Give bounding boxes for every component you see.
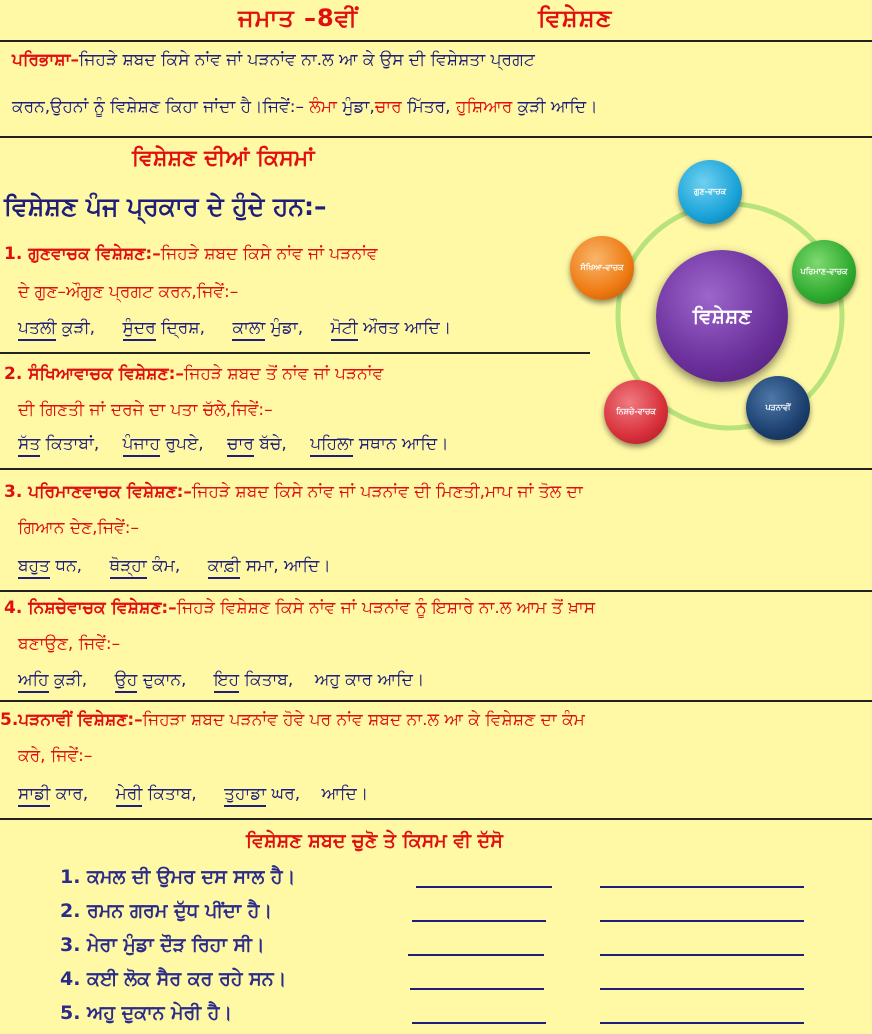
diagram-node-demonstrative: [604, 380, 668, 444]
example-rest: ਸਥਾਨ ਆਦਿ।: [353, 434, 449, 454]
example-adjective: ਪੰਜਾਹ: [123, 434, 160, 457]
exercise-question: 2. ਰਮਨ ਗਰਮ ਦੁੱਧ ਪੀਂਦਾ ਹੈ।: [60, 900, 273, 922]
example-rest: ਸਮਾ, ਆਦਿ।: [240, 556, 331, 576]
example-rest: ਕਿਤਾਬਾਂ,: [40, 434, 100, 454]
types-heading: ਵਿਸ਼ੇਸ਼ਣ ਦੀਆਂ ਕਿਸਮਾਂ: [132, 146, 315, 171]
section-4-text-2: ਬਣਾਉਣ, ਜਿਵੇਂ:–: [18, 634, 121, 654]
example-adjective: ਬਹੁਤ: [18, 556, 50, 579]
definition-text-1: ਜਿਹੜੇ ਸ਼ਬਦ ਕਿਸੇ ਨਾਂਵ ਜਾਂ ਪੜਨਾਂਵ ਨਾ.ਲ ਆ ਕੇ ਉਸ ਦੀ ਵਿਸ਼ੇਸ਼ਤਾ ਪ੍ਰਗਟ: [78, 50, 535, 70]
answer-blank-adjective[interactable]: [408, 954, 544, 956]
answer-blank-type[interactable]: [600, 1022, 804, 1024]
answer-blank-type[interactable]: [600, 886, 804, 888]
divider: [0, 40, 872, 42]
center-label: ਵਿਸ਼ੇਸ਼ਣ: [692, 304, 752, 328]
example-rest: ਦੁਕਾਨ,: [137, 670, 187, 690]
node-label: ਨਿਸ਼ਚੇ-ਵਾਚਕ: [616, 406, 656, 416]
example-adjective: ਉਹ: [115, 670, 138, 693]
definition-example-rest: ਮਿੱਤਰ,: [401, 97, 456, 117]
example-adjective: ਪਤਲੀ: [18, 318, 56, 341]
divider: [0, 468, 872, 470]
section-1-line-1: [4, 244, 378, 264]
diagram-node-numeral: [570, 236, 634, 300]
definition-line-1: [12, 50, 535, 70]
diagram-node-quality: [678, 160, 742, 224]
divider: [0, 700, 872, 702]
example-rest: ਰੁਪਏ,: [160, 434, 204, 454]
example-rest: ਔਰਤ ਆਦਿ।: [357, 318, 452, 338]
example-adjective: ਸੁੰਦਰ: [123, 318, 156, 341]
example-rest: ਅਹੁ ਕਾਰ ਆਦਿ।: [314, 670, 425, 690]
example-rest: ਕਾਰ,: [50, 784, 89, 804]
center-circle: [656, 250, 788, 382]
definition-example-rest: ਕੁੜੀ ਆਦਿ।: [512, 97, 598, 117]
exercise-question: 3. ਮੇਰਾ ਮੁੰਡਾ ਦੌੜ ਰਿਹਾ ਸੀ।: [60, 934, 265, 956]
definition-text-2: ਕਰਨ,ਉਹਨਾਂ ਨੂੰ ਵਿਸ਼ੇਸ਼ਣ ਕਿਹਾ ਜਾਂਦਾ ਹੈ।ਜਿਵੇਂ:–: [12, 97, 310, 117]
example-adjective: ਇਹ: [214, 670, 239, 693]
section-4-line-1: [4, 598, 595, 618]
section-5-examples: [18, 784, 368, 804]
example-rest: ਕਿਤਾਬ,: [239, 670, 294, 690]
exercise-question: 1. ਕਮਲ ਦੀ ਉਮਰ ਦਸ ਸਾਲ ਹੈ।: [60, 866, 296, 888]
example-adjective: ਕਾਫ਼ੀ: [208, 556, 241, 579]
example-adjective: ਮੇਰੀ: [116, 784, 143, 807]
example-rest: ਕਿਤਾਬ,: [142, 784, 197, 804]
section-5-text-2: ਕਰੇ, ਜਿਵੇਂ:–: [18, 746, 93, 766]
diagram-node-quantity: [792, 240, 856, 304]
example-rest: ਬੱਚੇ,: [253, 434, 287, 454]
node-label: ਗੁਣ-ਵਾਚਕ: [693, 186, 727, 196]
example-rest: ਘਰ,: [266, 784, 301, 804]
answer-blank-adjective[interactable]: [412, 1022, 546, 1024]
example-adjective: ਕਾਲਾ: [232, 318, 265, 341]
section-3-text-2: ਗਿਆਨ ਦੇਣ,ਜਿਵੇਂ:–: [18, 518, 139, 538]
answer-blank-adjective[interactable]: [416, 886, 552, 888]
section-1-text-2: ਦੇ ਗੁਣ–ਔਗੁਣ ਪ੍ਰਗਟ ਕਰਨ,ਜਿਵੇਂ:–: [18, 282, 239, 302]
node-label: ਸੰਖਿਆ-ਵਾਚਕ: [580, 262, 624, 272]
section-4-heading: 4. ਨਿਸ਼ਚੇਵਾਚਕ ਵਿਸ਼ੇਸ਼ਣ:–: [4, 598, 177, 618]
divider: [0, 818, 872, 820]
definition-example-rest: ਮੁੰਡਾ,: [336, 97, 375, 117]
example-rest: ਕੁੜੀ,: [56, 318, 96, 338]
answer-blank-type[interactable]: [600, 988, 804, 990]
section-4-text-1: ਜਿਹੜੇ ਵਿਸ਼ੇਸ਼ਣ ਕਿਸੇ ਨਾਂਵ ਜਾਂ ਪੜਨਾਂਵ ਨੂੰ ਇਸ਼ਾਰੇ ਨਾ.ਲ ਆਮ ਤੋਂ ਖ਼ਾਸ: [176, 598, 596, 618]
adjective-types-diagram: [580, 150, 868, 462]
section-4-examples: [18, 670, 424, 690]
class-title: ਜਮਾਤ –8ਵੀਂ: [238, 4, 358, 32]
example-rest: ਦ੍ਰਿਸ਼,: [155, 318, 206, 338]
example-adjective: ਤੁਹਾਡਾ: [224, 784, 266, 807]
answer-blank-type[interactable]: [600, 920, 804, 922]
example-adjective: ਸਾਡੀ: [18, 784, 50, 807]
section-2-examples: [18, 434, 449, 454]
example-rest: ਕੁੜੀ,: [48, 670, 88, 690]
node-label: ਪਰਿਮਾਣ-ਵਾਚਕ: [800, 266, 848, 276]
types-intro: ਵਿਸ਼ੇਸ਼ਣ ਪੰਜ ਪ੍ਰਕਾਰ ਦੇ ਹੁੰਦੇ ਹਨ:–: [4, 192, 327, 221]
divider: [0, 590, 872, 592]
section-2-heading: 2. ਸੰਖਿਆਵਾਚਕ ਵਿਸ਼ੇਸ਼ਣ:–: [4, 364, 184, 384]
example-adjective: ਅਹਿ: [18, 670, 49, 693]
example-adjective: ਥੋੜ੍ਹਾ: [110, 556, 147, 579]
section-3-heading: 3. ਪਰਿਮਾਣਵਾਚਕ ਵਿਸ਼ੇਸ਼ਣ:–: [4, 482, 192, 502]
definition-example-word: ਚਾਰ: [374, 97, 402, 117]
example-rest: ਧਨ,: [49, 556, 83, 576]
example-adjective: ਸੱਤ: [18, 434, 40, 457]
example-adjective: ਚਾਰ: [227, 434, 254, 457]
answer-blank-adjective[interactable]: [410, 988, 544, 990]
answer-blank-type[interactable]: [600, 954, 804, 956]
section-2-text-2: ਦੀ ਗਿਣਤੀ ਜਾਂ ਦਰਜੇ ਦਾ ਪਤਾ ਚੱਲੇ,ਜਿਵੇਂ:–: [18, 400, 273, 420]
section-1-heading: 1. ਗੁਣਵਾਚਕ ਵਿਸ਼ੇਸ਼ਣ:–: [4, 244, 161, 264]
section-3-line-1: [4, 482, 583, 502]
definition-label: ਪਰਿਭਾਸ਼ਾ–: [12, 50, 79, 70]
example-rest: ਆਦਿ।: [321, 784, 369, 804]
exercise-question: 5. ਅਹੁ ਦੁਕਾਨ ਮੇਰੀ ਹੈ।: [60, 1002, 233, 1024]
topic-title: ਵਿਸ਼ੇਸ਼ਣ: [538, 4, 613, 32]
exercise-question: 4. ਕਈ ਲੋਕ ਸੈਰ ਕਰ ਰਹੇ ਸਨ।: [60, 968, 287, 990]
section-3-text-1: ਜਿਹੜੇ ਸ਼ਬਦ ਕਿਸੇ ਨਾਂਵ ਜਾਂ ਪੜਨਾਂਵ ਦੀ ਮਿਣਤੀ,ਮਾਪ ਜਾਂ ਤੋਲ ਦਾ: [191, 482, 583, 502]
definition-line-2: [12, 97, 598, 117]
exercise-title: ਵਿਸ਼ੇਸ਼ਣ ਸ਼ਬਦ ਚੁਣੋ ਤੇ ਕਿਸਮ ਵੀ ਦੱਸੋ: [246, 830, 503, 852]
answer-blank-adjective[interactable]: [412, 920, 546, 922]
section-5-line-1: [0, 710, 585, 730]
definition-example-word: ਹੁਸ਼ਿਆਰ: [456, 97, 513, 117]
node-label: ਪੜਨਾਵੀਂ: [765, 402, 791, 412]
example-adjective: ਮੋਟੀ: [331, 318, 358, 341]
section-5-heading: 5.ਪੜਨਾਵੀਂ ਵਿਸ਼ੇਸ਼ਣ:–: [0, 710, 143, 730]
example-adjective: ਪਹਿਲਾ: [310, 434, 353, 457]
diagram-node-pronominal: [746, 376, 810, 440]
example-rest: ਕੰਮ,: [146, 556, 181, 576]
example-rest: ਮੁੰਡਾ,: [265, 318, 304, 338]
divider: [0, 136, 872, 138]
section-1-examples: [18, 318, 451, 338]
section-1-text-1: ਜਿਹੜੇ ਸ਼ਬਦ ਕਿਸੇ ਨਾਂਵ ਜਾਂ ਪੜਨਾਂਵ: [160, 244, 378, 264]
definition-example-word: ਲੰਮਾ: [309, 97, 337, 117]
section-3-examples: [18, 556, 331, 576]
section-2-line-1: [4, 364, 383, 384]
section-2-text-1: ਜਿਹੜੇ ਸ਼ਬਦ ਤੋਂ ਨਾਂਵ ਜਾਂ ਪੜਨਾਂਵ: [183, 364, 384, 384]
divider: [0, 352, 590, 354]
section-5-text-1: ਜਿਹੜਾ ਸ਼ਬਦ ਪੜਨਾਂਵ ਹੋਵੇ ਪਰ ਨਾਂਵ ਸ਼ਬਦ ਨਾ.ਲ ਆ ਕੇ ਵਿਸ਼ੇਸ਼ਣ ਦਾ ਕੰਮ: [142, 710, 585, 730]
